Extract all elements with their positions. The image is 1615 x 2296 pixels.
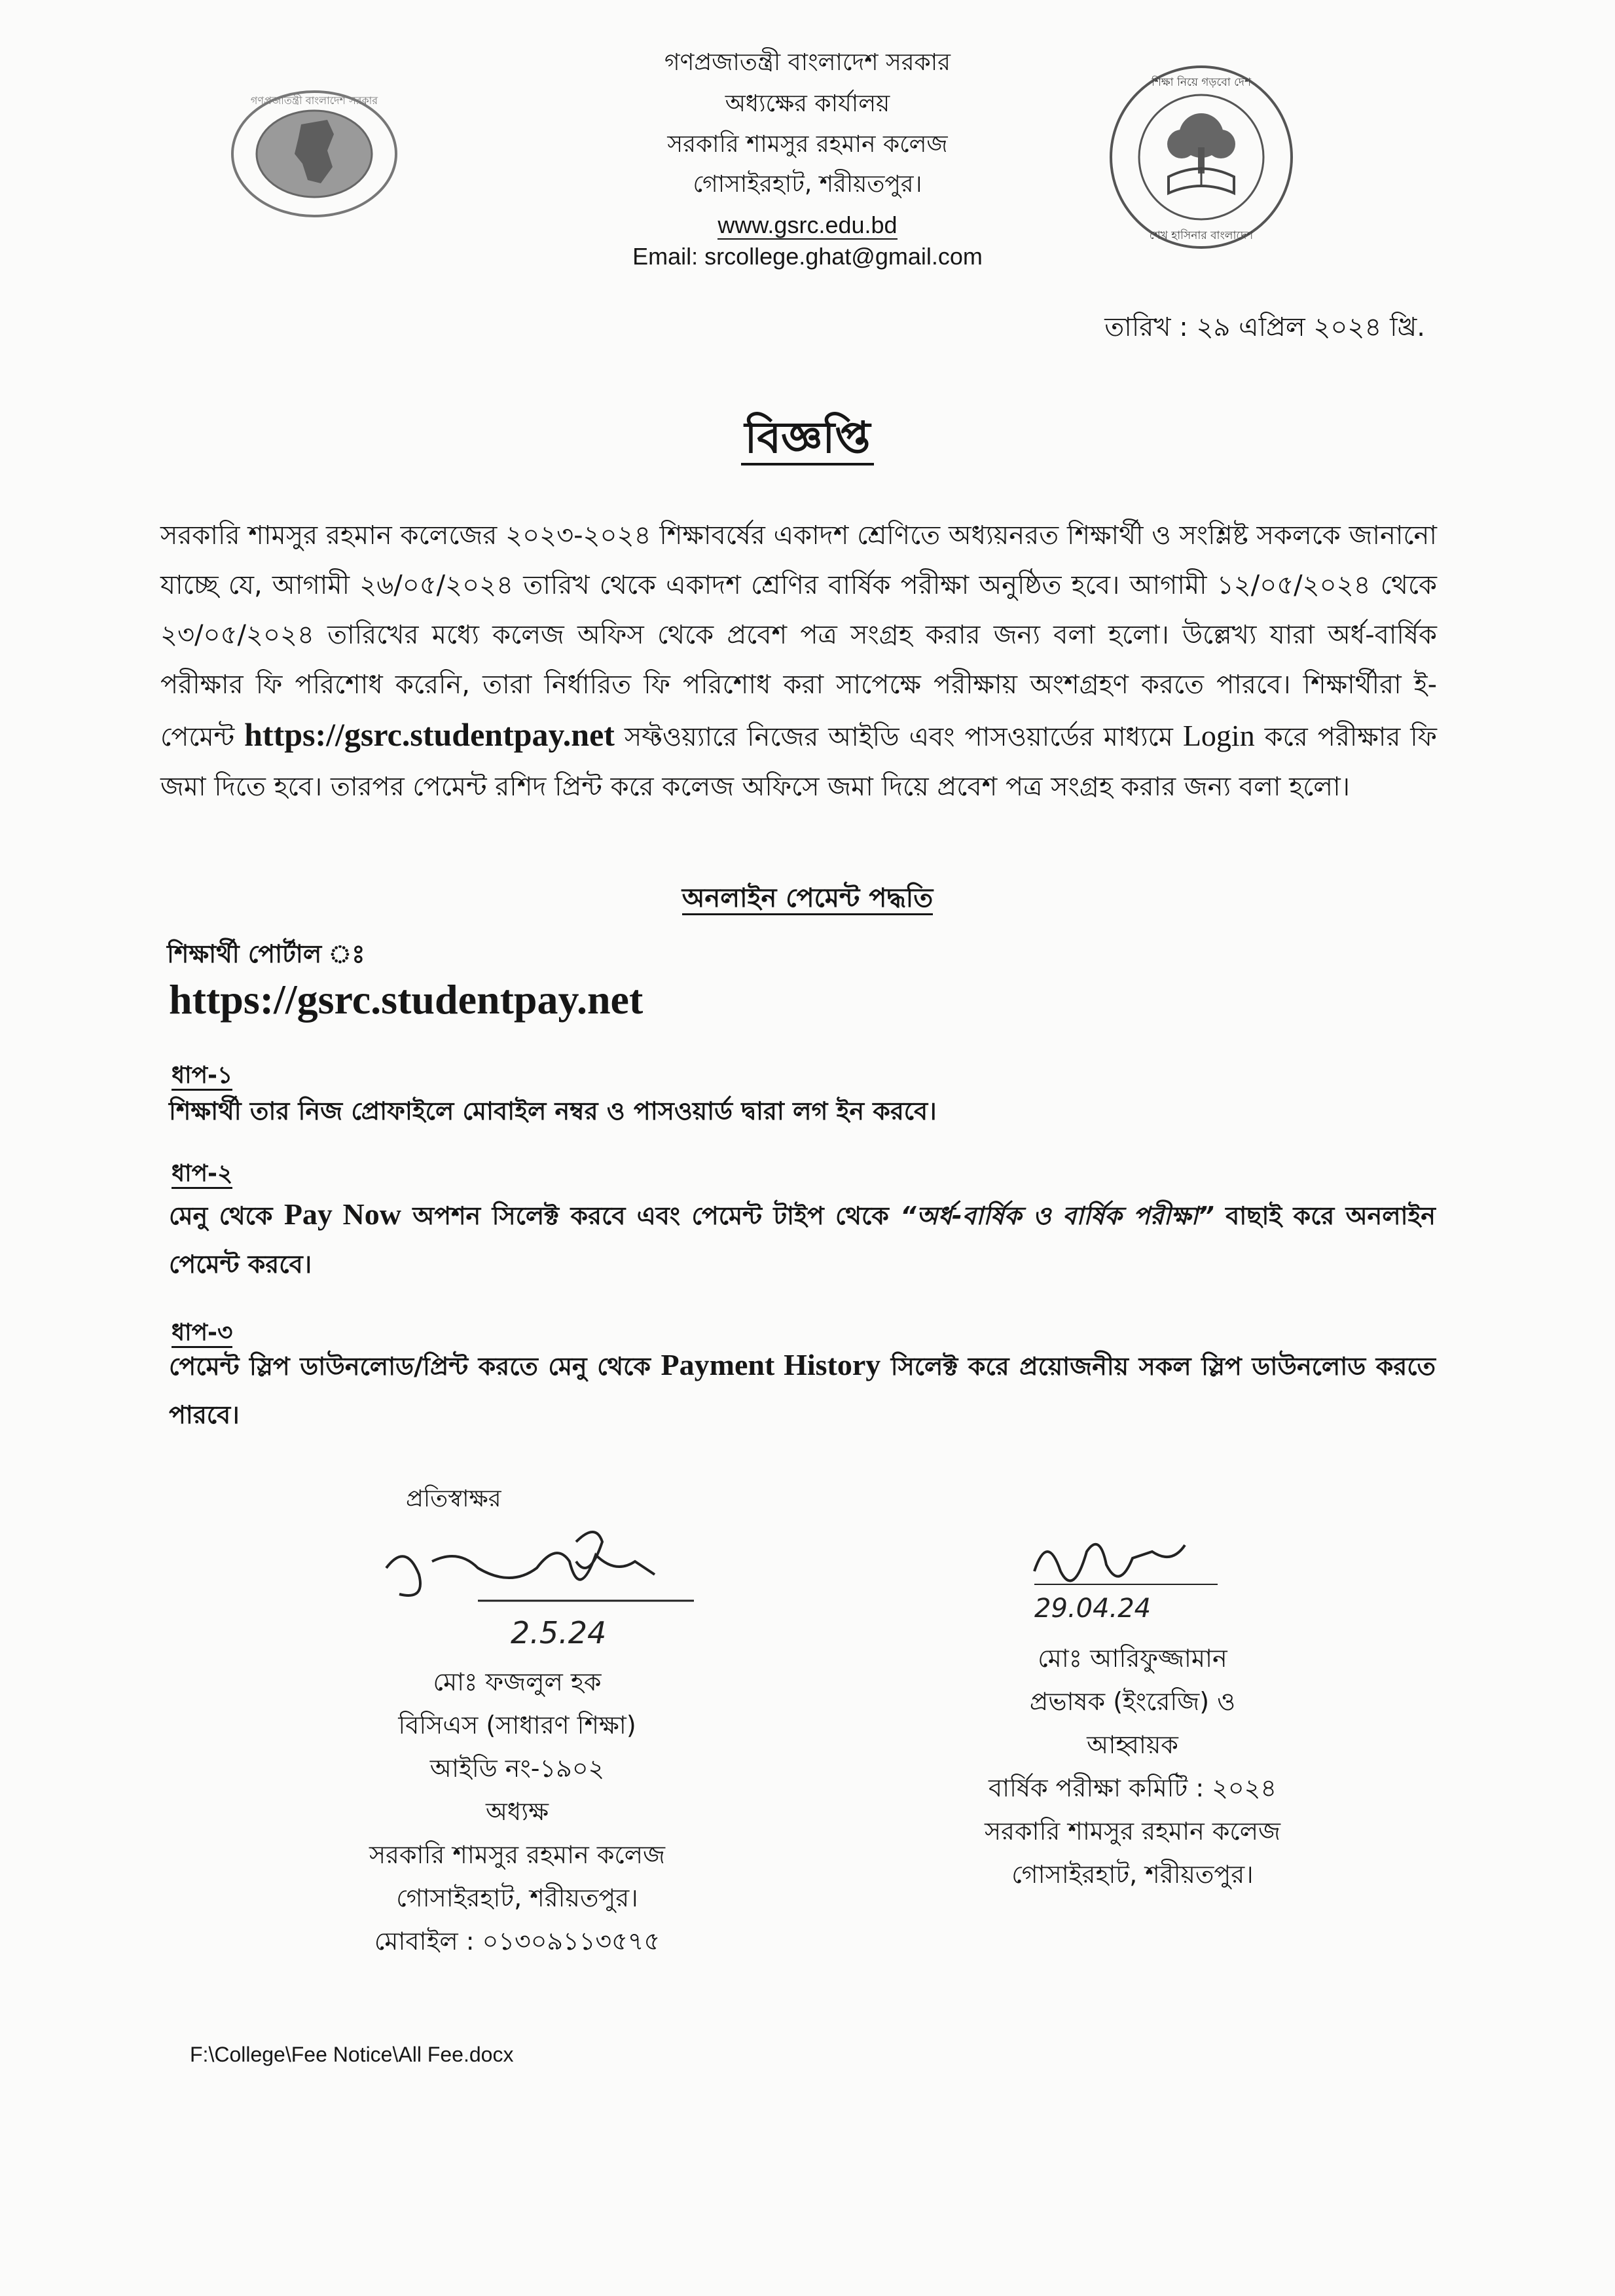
- step-2-label-text: ধাপ-২: [172, 1160, 232, 1189]
- signatory-left-location: গোসাইরহাট, শরীয়তপুর।: [396, 1884, 638, 1912]
- step-2-label: [172, 1156, 232, 1195]
- body-url: https://gsrc.studentpay.net: [244, 716, 615, 753]
- right-signature-icon: [1021, 1525, 1244, 1637]
- signatory-left-cadre: বিসিএস (সাধারণ শিক্ষা): [398, 1711, 636, 1740]
- portal-url: https://gsrc.studentpay.net: [169, 976, 644, 1023]
- signatory-right-role: আহ্বায়ক: [1087, 1730, 1178, 1759]
- header-college: সরকারি শামসুর রহমান কলেজ: [667, 131, 948, 158]
- right-signature-date: 29.04.24: [1034, 1594, 1152, 1624]
- header-email: Email: srcollege.ghat@gmail.com: [632, 243, 983, 270]
- signatory-left-mobile: মোবাইল : ০১৩০৯১১৩৫৭৫: [374, 1927, 661, 1956]
- notice-body: [160, 511, 1437, 812]
- body-login: Login: [1182, 719, 1255, 752]
- signatory-left-name: মোঃ ফজলুল হক: [433, 1667, 602, 1696]
- step-3-label-text: ধাপ-৩: [172, 1319, 232, 1348]
- notice-date: তারিখ : ২৯ এপ্রিল ২০২৪ খ্রি.: [1104, 312, 1425, 342]
- left-signature-icon: [380, 1522, 720, 1660]
- step-3-text-a: পেমেন্ট স্লিপ ডাউনলোড/প্রিন্ট করতে মেনু থেকে: [169, 1352, 661, 1381]
- signatory-left: [314, 1660, 720, 1963]
- countersign-label: প্রতিস্বাক্ষর: [406, 1485, 501, 1512]
- header-website-link[interactable]: [0, 210, 1615, 241]
- step-2-text: [169, 1190, 1436, 1288]
- portal-label: শিক্ষার্থী পোর্টাল ঃ: [167, 939, 365, 968]
- emblem-bottom-text: শেখ হাসিনার বাংলাদেশ: [1149, 229, 1254, 242]
- signatory-right-location: গোসাইরহাট, শরীয়তপুর।: [1011, 1860, 1254, 1889]
- signatory-left-designation: অধ্যক্ষ: [485, 1797, 549, 1826]
- step-3-text-b: সিলেক্ট করে প্রয়োজনীয় সকল স্লিপ ডাউনলোড করতে পারবে।: [169, 1352, 1436, 1429]
- step-2-pay-now: Pay Now: [283, 1197, 401, 1231]
- notice-title-text: বিজ্ঞপ্তি: [741, 412, 875, 465]
- left-signature-date: 2.5.24: [511, 1615, 607, 1650]
- step-2-text-b: অপশন সিলেক্ট করবে এবং পেমেন্ট টাইপ থেকে: [401, 1201, 901, 1230]
- step-3-text: [169, 1341, 1436, 1439]
- emblem-top-text: শিক্ষা নিয়ে গড়বো দেশ: [1151, 76, 1252, 89]
- step-1-label-text: ধাপ-১: [172, 1062, 232, 1091]
- step-1-text: শিক্ষার্থী তার নিজ প্রোফাইলে মোবাইল নম্বর ও পাসওয়ার্ড দ্বারা লগ ইন করবে।: [169, 1097, 937, 1125]
- file-path: F:\College\Fee Notice\All Fee.docx: [190, 2043, 514, 2066]
- signatory-right-designation: প্রভাষক (ইংরেজি) ও: [1029, 1687, 1236, 1716]
- header-location: গোসাইরহাট, শরীয়তপুর।: [693, 171, 922, 198]
- signatory-left-id: আইডি নং-১৯০২: [429, 1754, 605, 1783]
- body-part1: সরকারি শামসুর রহমান কলেজের ২০২৩-২০২৪ শিক্ষাবর্ষের একাদশ শ্রেণিতে অধ্যয়নরত শিক্ষার্থী ও সংশ্লিষ্ট সকলকে জানানো যাচ্ছে যে, আগামী ২৬/০৫/২০২৪ তারিখ থেকে একাদশ শ্রেণির বার্ষিক পরীক্ষা অনুষ্ঠিত হবে। আগামী ১২/০৫/২০২৪ থেকে ২৩/০৫/২০২৪ তারিখের মধ্যে কলেজ অফিস থেকে প্রবেশ পত্র সংগ্রহ করার জন্য বলা হলো। উল্লেখ্য যারা অর্ধ-বার্ষিক পরীক্ষার ফি পরিশোধ করেনি, তারা নির্ধারিত ফি পরিশোধ করা সাপেক্ষে পরীক্ষায় অংশগ্রহণ করতে পারবে। শিক্ষার্থীরা ই-পেমেন্ট: [160, 520, 1437, 752]
- step-2-quote: “অর্ধ-বার্ষিক ও বার্ষিক পরীক্ষা”: [900, 1201, 1214, 1230]
- signatory-left-college: সরকারি শামসুর রহমান কলেজ: [369, 1840, 666, 1869]
- signatory-right-name: মোঃ আরিফুজ্জামান: [1038, 1644, 1227, 1673]
- website-link-text[interactable]: www.gsrc.edu.bd: [717, 211, 898, 238]
- notice-title: [0, 405, 1615, 477]
- body-part3: করে পরীক্ষার ফি জমা দিতে হবে। তারপর পেমেন্ট রশিদ প্রিন্ট করে কলেজ অফিসে জমা দিয়ে প্রবেশ পত্র সংগ্রহ করার জন্য বলা হলো।: [160, 722, 1437, 802]
- body-part2: সফ্টওয়্যারে নিজের আইডি এবং পাসওয়ার্ডের মাধ্যমে: [614, 722, 1183, 752]
- header-government: গণপ্রজাতন্ত্রী বাংলাদেশ সরকার: [664, 49, 951, 76]
- step-2-text-c: বাছাই করে অনলাইন পেমেন্ট করবে।: [169, 1201, 1436, 1279]
- signatory-right-committee: বার্ষিক পরীক্ষা কমিটি : ২০২৪: [989, 1774, 1277, 1802]
- payment-method-heading: [0, 877, 1615, 921]
- step-3-payment-history: Payment History: [661, 1348, 881, 1381]
- signatory-right: [916, 1637, 1349, 1896]
- header-office: অধ্যক্ষের কার্যালয়: [725, 90, 890, 117]
- seal-text: গণপ্রজাতন্ত্রী বাংলাদেশ সরকার: [250, 94, 378, 107]
- signatory-right-college: সরকারি শামসুর রহমান কলেজ: [984, 1817, 1281, 1846]
- step-2-text-a: মেনু থেকে: [169, 1201, 284, 1230]
- payment-method-heading-text: অনলাইন পেমেন্ট পদ্ধতি: [682, 883, 934, 915]
